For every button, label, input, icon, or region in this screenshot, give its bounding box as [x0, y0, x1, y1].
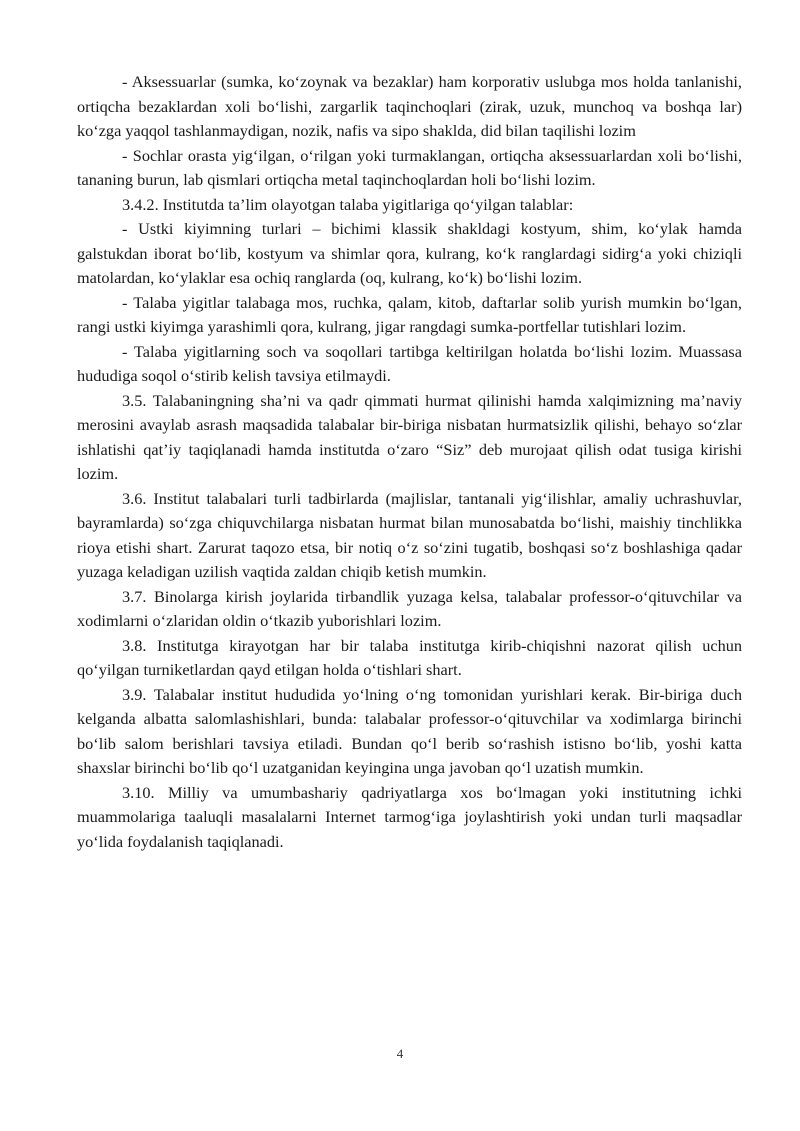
paragraph-3-8: 3.8. Institutga kirayotgan har bir talaba institutga kirib-chiqishni nazorat qilish uchun qo‘yilgan turniketlardan qayd etilgan holda o‘tishlari shart. — [77, 635, 742, 679]
document-body — [77, 70, 742, 854]
paragraph-beard-rule: - Talaba yigitlarning soch va soqollari tartibga keltirilgan holatda bo‘lishi lozim. Muassasa hududiga soqol o‘stirib kelish tavsiya etilmaydi. — [77, 341, 742, 385]
paragraph-3-6: 3.6. Institut talabalari turli tadbirlarda (majlislar, tantanali yig‘ilishlar, amaliy uchrashuvlar, bayramlarda) so‘zga chiquvchilarga nisbatan hurmat bilan munosabatda bo‘lishi, maishiy tinchlikka rioya etishi shart. Zarurat taqozo etsa, bir notiq o‘z so‘zini tugatib, boshqasi so‘z boshlashiga qadar yuzaga keladigan uzilish vaqtida zaldan chiqib ketish mumkin. — [77, 488, 742, 581]
section-heading-3-4-2: 3.4.2. Institutda ta’lim olayotgan talaba yigitlariga qo‘yilgan talablar: — [122, 194, 574, 214]
page-number: 4 — [396, 1046, 404, 1061]
paragraph-hair-rule: - Sochlar orasta yig‘ilgan, o‘rilgan yoki turmaklangan, ortiqcha aksessuarlardan xoli bo‘lishi, tananing burun, lab qismlari ortiqcha metal taqinchoqlardan holi bo‘lishi lozim. — [77, 145, 742, 189]
paragraph-3-10: 3.10. Milliy va umumbashariy qadriyatlarga xos bo‘lmagan yoki institutning ichki muammolariga taaluqli masalalarni Internet tarmog‘iga joylashtirish yoki undan turli maqsadlar yo‘lida foydalanish taqiqlanadi. — [77, 782, 742, 851]
paragraph-bag-rule: - Talaba yigitlar talabaga mos, ruchka, qalam, kitob, daftarlar solib yurish mumkin bo‘lgan, rangi ustki kiyimga yarashimli qora, kulrang, jigar rangdagi sumka-portfellar tutishlari lozim. — [77, 292, 742, 336]
paragraph-outerwear-rule: - Ustki kiyimning turlari – bichimi klassik shakldagi kostyum, shim, ko‘ylak hamda galstukdan iborat bo‘lib, kostyum va shimlar qora, kulrang, ko‘k ranglardagi sidirg‘a yoki chiziqli matolardan, ko‘ylaklar esa ochiq ranglarda (oq, kulrang, ko‘k) bo‘lishi lozim. — [77, 219, 742, 287]
paragraph-accessories-rule: - Aksessuarlar (sumka, ko‘zoynak va bezaklar) ham korporativ uslubga mos holda tanlanishi, ortiqcha bezaklardan xoli bo‘lishi, zargarlik taqinchoqlari (zirak, uzuk, munchoq va boshqa lar) ko‘zga yaqqol tashlanmaydigan, nozik, nafis va sipo shaklda, did bilan taqilishi lozim — [77, 72, 742, 140]
paragraph-3-5: 3.5. Talabaningning sha’ni va qadr qimmati hurmat qilinishi hamda xalqimizning ma’naviy merosini avaylab asrash maqsadida talabalar bir-biriga nisbatan hurmatsizlik qilishi, behayo so‘zlar ishlatishi qat’iy taqiqlanadi hamda institutda o‘zaro “Siz” deb murojaat qilish odat tusiga kirishi lozim. — [77, 390, 742, 483]
paragraph-3-7: 3.7. Binolarga kirish joylarida tirbandlik yuzaga kelsa, talabalar professor-o‘qituvchilar va xodimlarni o‘zlaridan oldin o‘tkazib yuborishlari lozim. — [77, 586, 742, 630]
paragraph-3-9: 3.9. Talabalar institut hududida yo‘lning o‘ng tomonidan yurishlari kerak. Bir-biriga duch kelganda albatta salomlashishlari, bunda: talabalar professor-o‘qituvchilar va xodimlarga birinchi bo‘lib salom berishlari tavsiya etiladi. Bundan qo‘l berib so‘rashish istisno bo‘lib, yoshi katta shaxslar birinchi bo‘lib qo‘l uzatganidan keyingina unga javoban qo‘l uzatish mumkin. — [77, 684, 742, 777]
